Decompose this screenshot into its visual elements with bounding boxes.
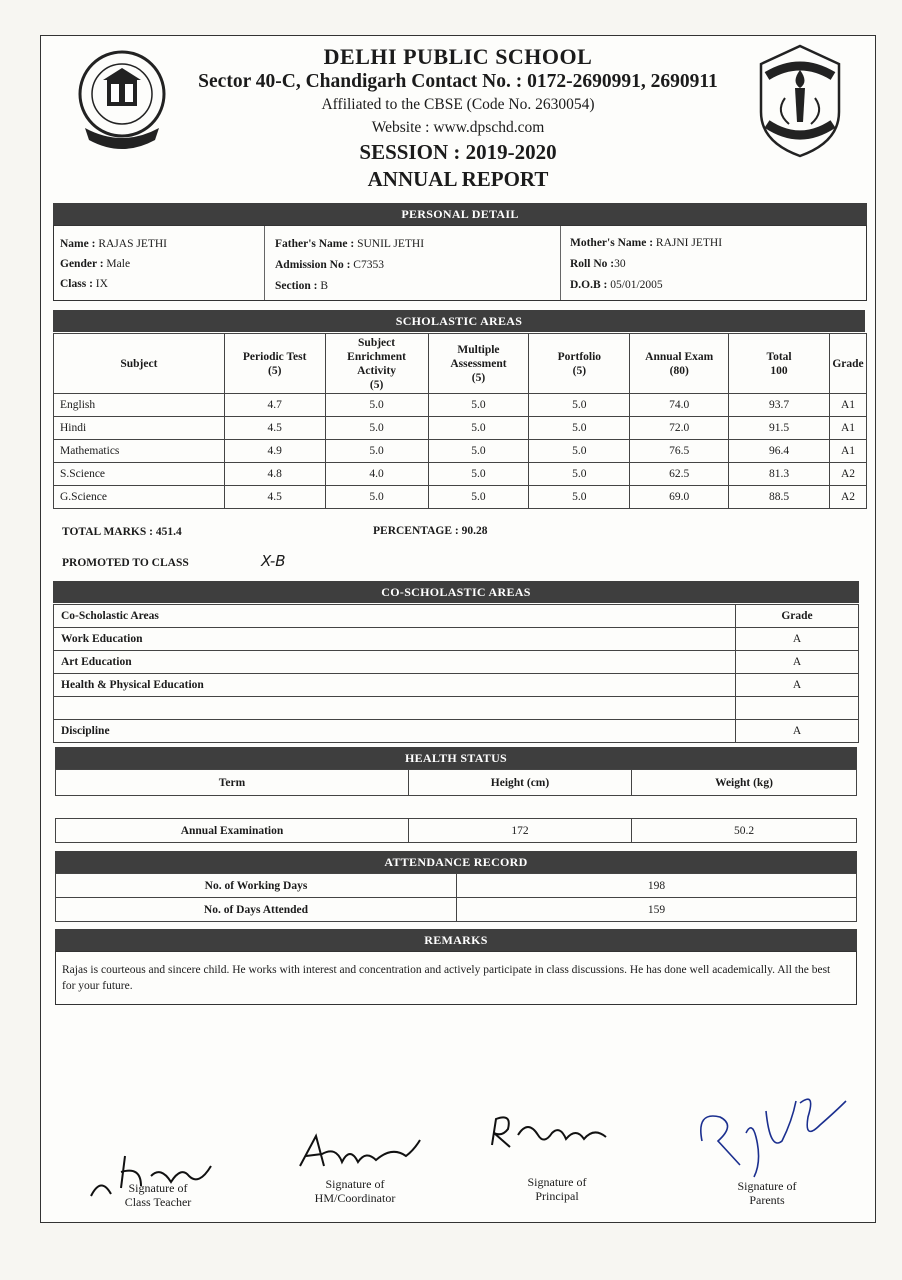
coscholastic-row — [54, 720, 859, 743]
remarks-heading: REMARKS — [55, 929, 857, 951]
coscholastic-grade: A — [736, 674, 859, 697]
mark-cell: 4.5 — [224, 417, 325, 440]
promoted-label: PROMOTED TO CLASS — [62, 557, 189, 569]
mark-cell: 5.0 — [428, 394, 529, 417]
parents-signature-label: Signature of Parents — [737, 1179, 797, 1207]
coscholastic-grade: A — [736, 651, 859, 674]
mark-cell: 5.0 — [529, 394, 630, 417]
coscholastic-row — [54, 674, 859, 697]
mark-cell: 69.0 — [630, 486, 729, 509]
term-header: Term — [56, 770, 409, 796]
subject-name: S.Science — [54, 463, 225, 486]
attendance-heading: ATTENDANCE RECORD — [55, 851, 857, 873]
scholastic-col-header: Periodic Test (5) — [224, 334, 325, 394]
remarks-text: Rajas is courteous and sincere child. He works with interest and concentration and actively participate in class discussions. He has done well academically. All the best for your future. — [62, 964, 831, 992]
mark-cell: 5.0 — [529, 486, 630, 509]
coscholastic-area-header: Co-Scholastic Areas — [54, 605, 736, 628]
mother-name-field: Mother's Name : RAJNI JETHI — [570, 237, 723, 249]
scholastic-col-header: Grade — [829, 334, 866, 394]
subject-name: English — [54, 394, 225, 417]
coscholastic-row — [54, 651, 859, 674]
parents-signature — [696, 1081, 856, 1181]
mark-cell: 91.5 — [729, 417, 830, 440]
mark-cell: 4.9 — [224, 440, 325, 463]
coscholastic-grade-header: Grade — [736, 605, 859, 628]
mark-cell: 5.0 — [325, 486, 428, 509]
mark-cell: 5.0 — [325, 417, 428, 440]
coscholastic-area: Discipline — [54, 720, 736, 743]
subject-row — [54, 486, 867, 509]
mark-cell: 5.0 — [428, 417, 529, 440]
session: SESSION : 2019-2020 — [359, 140, 557, 164]
mark-cell: A2 — [829, 463, 866, 486]
coscholastic-row — [54, 628, 859, 651]
remarks-box — [55, 951, 857, 1005]
coscholastic-grade: A — [736, 628, 859, 651]
coscholastic-area: Health & Physical Education — [54, 674, 736, 697]
coscholastic-grade — [736, 697, 859, 720]
subject-name: Mathematics — [54, 440, 225, 463]
class-teacher-signature-label: Signature of Class Teacher — [124, 1181, 192, 1209]
coscholastic-area: Art Education — [54, 651, 736, 674]
mark-cell: A2 — [829, 486, 866, 509]
coscholastic-row — [54, 697, 859, 720]
principal-signature — [486, 1111, 616, 1156]
mark-cell: 62.5 — [630, 463, 729, 486]
hm-signature-label: Signature of HM/Coordinator — [314, 1177, 396, 1205]
mark-cell: 4.5 — [224, 486, 325, 509]
report-header — [41, 36, 875, 196]
scholastic-table — [53, 333, 867, 509]
scholastic-col-header: Subject Enrichment Activity (5) — [325, 334, 428, 394]
scholastic-col-header: Portfolio (5) — [529, 334, 630, 394]
scholastic-heading: SCHOLASTIC AREAS — [53, 310, 865, 332]
report-title: ANNUAL REPORT — [367, 167, 549, 191]
coscholastic-area — [54, 697, 736, 720]
mark-cell: 4.0 — [325, 463, 428, 486]
mark-cell: A1 — [829, 394, 866, 417]
health-values-table — [55, 818, 857, 843]
days-attended-value: 159 — [457, 898, 857, 922]
mark-cell: A1 — [829, 440, 866, 463]
height-value: 172 — [409, 819, 632, 843]
mark-cell: 5.0 — [529, 417, 630, 440]
mark-cell: 88.5 — [729, 486, 830, 509]
working-days-label: No. of Working Days — [56, 874, 457, 898]
report-card — [40, 35, 876, 1223]
scholastic-col-header: Annual Exam (80) — [630, 334, 729, 394]
subject-row — [54, 417, 867, 440]
mark-cell: 5.0 — [325, 440, 428, 463]
mark-cell: 72.0 — [630, 417, 729, 440]
mark-cell: A1 — [829, 417, 866, 440]
mark-cell: 81.3 — [729, 463, 830, 486]
scholastic-col-header: Subject — [54, 334, 225, 394]
school-name: DELHI PUBLIC SCHOOL — [323, 44, 593, 69]
mark-cell: 4.7 — [224, 394, 325, 417]
personal-detail-box — [53, 225, 867, 301]
dob-field: D.O.B : 05/01/2005 — [570, 279, 663, 291]
days-attended-label: No. of Days Attended — [56, 898, 457, 922]
weight-value: 50.2 — [632, 819, 857, 843]
personal-detail-heading: PERSONAL DETAIL — [53, 203, 867, 225]
scholastic-col-header: Multiple Assessment (5) — [428, 334, 529, 394]
mark-cell: 5.0 — [325, 394, 428, 417]
health-header-table — [55, 769, 857, 796]
health-status-heading: HEALTH STATUS — [55, 747, 857, 769]
coscholastic-grade: A — [736, 720, 859, 743]
admission-field: Admission No : C7353 — [275, 259, 384, 271]
height-header: Height (cm) — [409, 770, 632, 796]
mark-cell: 96.4 — [729, 440, 830, 463]
coscholastic-table — [53, 604, 859, 743]
subject-row — [54, 463, 867, 486]
mark-cell: 5.0 — [529, 440, 630, 463]
mark-cell: 93.7 — [729, 394, 830, 417]
mark-cell: 76.5 — [630, 440, 729, 463]
mark-cell: 4.8 — [224, 463, 325, 486]
subject-name: G.Science — [54, 486, 225, 509]
coscholastic-heading: CO-SCHOLASTIC AREAS — [53, 581, 859, 603]
mark-cell: 5.0 — [529, 463, 630, 486]
gender-field: Gender : Male — [60, 258, 131, 270]
hm-signature — [296, 1126, 426, 1176]
total-marks: TOTAL MARKS : 451.4 — [62, 526, 182, 538]
attendance-table — [55, 873, 857, 922]
health-term: Annual Examination — [56, 819, 409, 843]
coscholastic-area: Work Education — [54, 628, 736, 651]
name-field: Name : RAJAS JETHI — [60, 238, 168, 250]
subject-name: Hindi — [54, 417, 225, 440]
subject-row — [54, 440, 867, 463]
percentage: PERCENTAGE : 90.28 — [373, 525, 488, 537]
principal-signature-label: Signature of Principal — [527, 1175, 587, 1203]
father-name-field: Father's Name : SUNIL JETHI — [275, 238, 425, 250]
scholastic-col-header: Total 100 — [729, 334, 830, 394]
promoted-value: X-B — [261, 552, 286, 570]
affiliation: Affiliated to the CBSE (Code No. 2630054) — [321, 96, 595, 113]
working-days-value: 198 — [457, 874, 857, 898]
school-address: Sector 40-C, Chandigarh Contact No. : 0172-2690991, 2690911 — [198, 71, 718, 92]
website: Website : www.dpschd.com — [371, 119, 545, 136]
mark-cell: 5.0 — [428, 440, 529, 463]
mark-cell: 5.0 — [428, 486, 529, 509]
class-field: Class : IX — [60, 278, 108, 290]
weight-header: Weight (kg) — [632, 770, 857, 796]
subject-row — [54, 394, 867, 417]
mark-cell: 74.0 — [630, 394, 729, 417]
mark-cell: 5.0 — [428, 463, 529, 486]
roll-field: Roll No :30 — [570, 258, 626, 270]
section-field: Section : B — [275, 280, 329, 292]
